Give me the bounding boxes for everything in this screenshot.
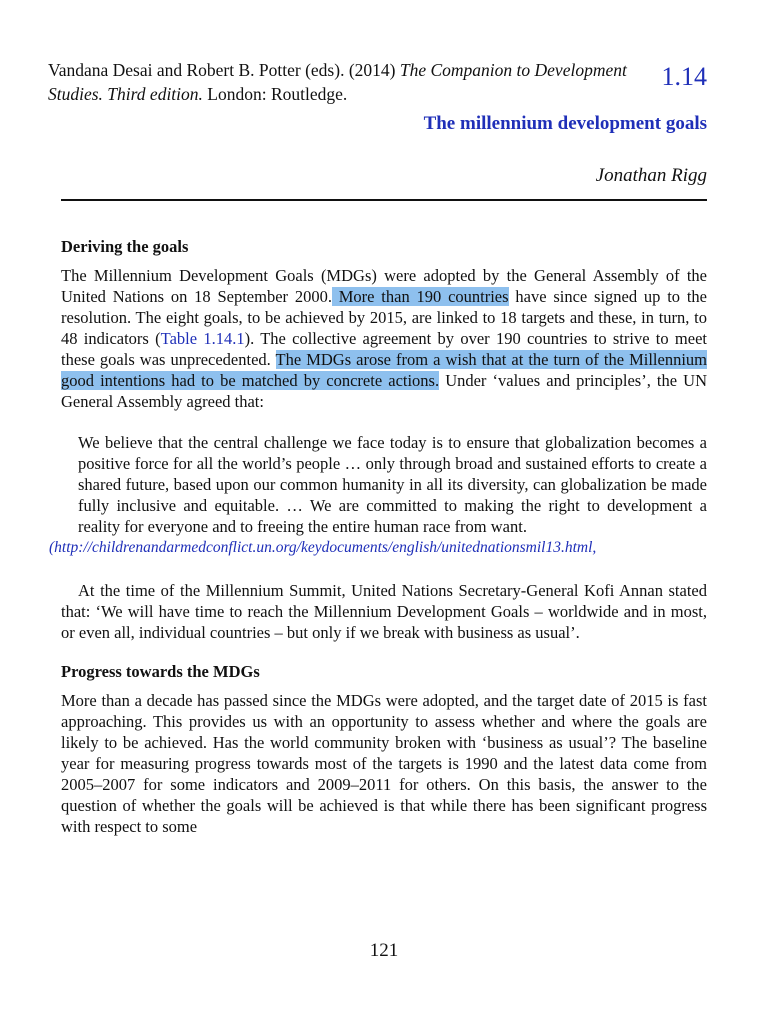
chapter-author: Jonathan Rigg <box>595 165 707 186</box>
text-run: have since signed up to the resolution. The eight goals, to be achieved by 2015, are linked to 18 targets and these, in turn, to 48 indicators ( <box>61 287 708 348</box>
chapter-title: The millennium development goals <box>423 113 707 134</box>
citation <box>48 58 648 106</box>
highlight: More than 190 countries <box>331 287 509 306</box>
citation-book-title: The Companion to Development Studies. Third edition. <box>48 60 627 104</box>
table-link[interactable]: Table 1.14.1 <box>160 329 245 348</box>
highlight: The MDGs arose from a wish that at the turn of the Millennium good intentions had to be matched by concrete actions. <box>61 350 707 390</box>
paragraph-progress: More than a decade has passed since the MDGs were adopted, and the target date of 2015 is fast approaching. This provides us with an opportunity to assess whether and where the goals are likely to be achieved. Has the world community broken with ‘business as usual’? The baseline year for measuring progress towards most of the targets is 1990 and the latest data come from 2005–2007 for some indicators and 2009–2011 for others. On this basis, the answer to the question of whether the goals will be achieved is that while there has been significant progress with respect to some <box>61 691 707 836</box>
header-divider <box>61 199 707 201</box>
text-run: ). The collective agreement by over 190 countries to strive to meet these goals was unprecedented. <box>61 329 707 369</box>
body-text <box>49 236 708 837</box>
citation-publisher: London: Routledge. <box>202 84 348 104</box>
text-run: The Millennium Development Goals (MDGs) were adopted by the General Assembly of the United Nations on 18 September 2000. <box>61 266 707 306</box>
block-quote: We believe that the central challenge we face today is to ensure that globalization becomes a positive force for all the world’s people … only through broad and sustained efforts to create a shared future, based upon our common humanity in all its diversity, can globalization be made fully inclusive and equitable. … We are committed to making the right to development a reality for everyone and to freeing the entire human race from want. <box>78 433 707 536</box>
page-number: 121 <box>369 940 399 961</box>
section-heading-progress: Progress towards the MDGs <box>61 662 260 681</box>
section-heading-deriving: Deriving the goals <box>61 237 189 256</box>
paragraph-deriving <box>61 265 707 412</box>
paragraph-annan: At the time of the Millennium Summit, United Nations Secretary-General Kofi Annan stated that: ‘We will have time to reach the Millennium Development Goals – worldwide and in most, or even all, individual countries – but only if we break with business as usual’. <box>61 581 707 642</box>
chapter-number: 1.14 <box>661 62 707 91</box>
text-run: Under ‘values and principles’, the UN General Assembly agreed that: <box>61 371 707 411</box>
citation-authors: Vandana Desai and Robert B. Potter (eds). (2014) <box>48 60 400 80</box>
quote-source-link[interactable]: (http://childrenandarmedconflict.un.org/keydocuments/english/unitednationsmil13.html, <box>49 539 597 556</box>
